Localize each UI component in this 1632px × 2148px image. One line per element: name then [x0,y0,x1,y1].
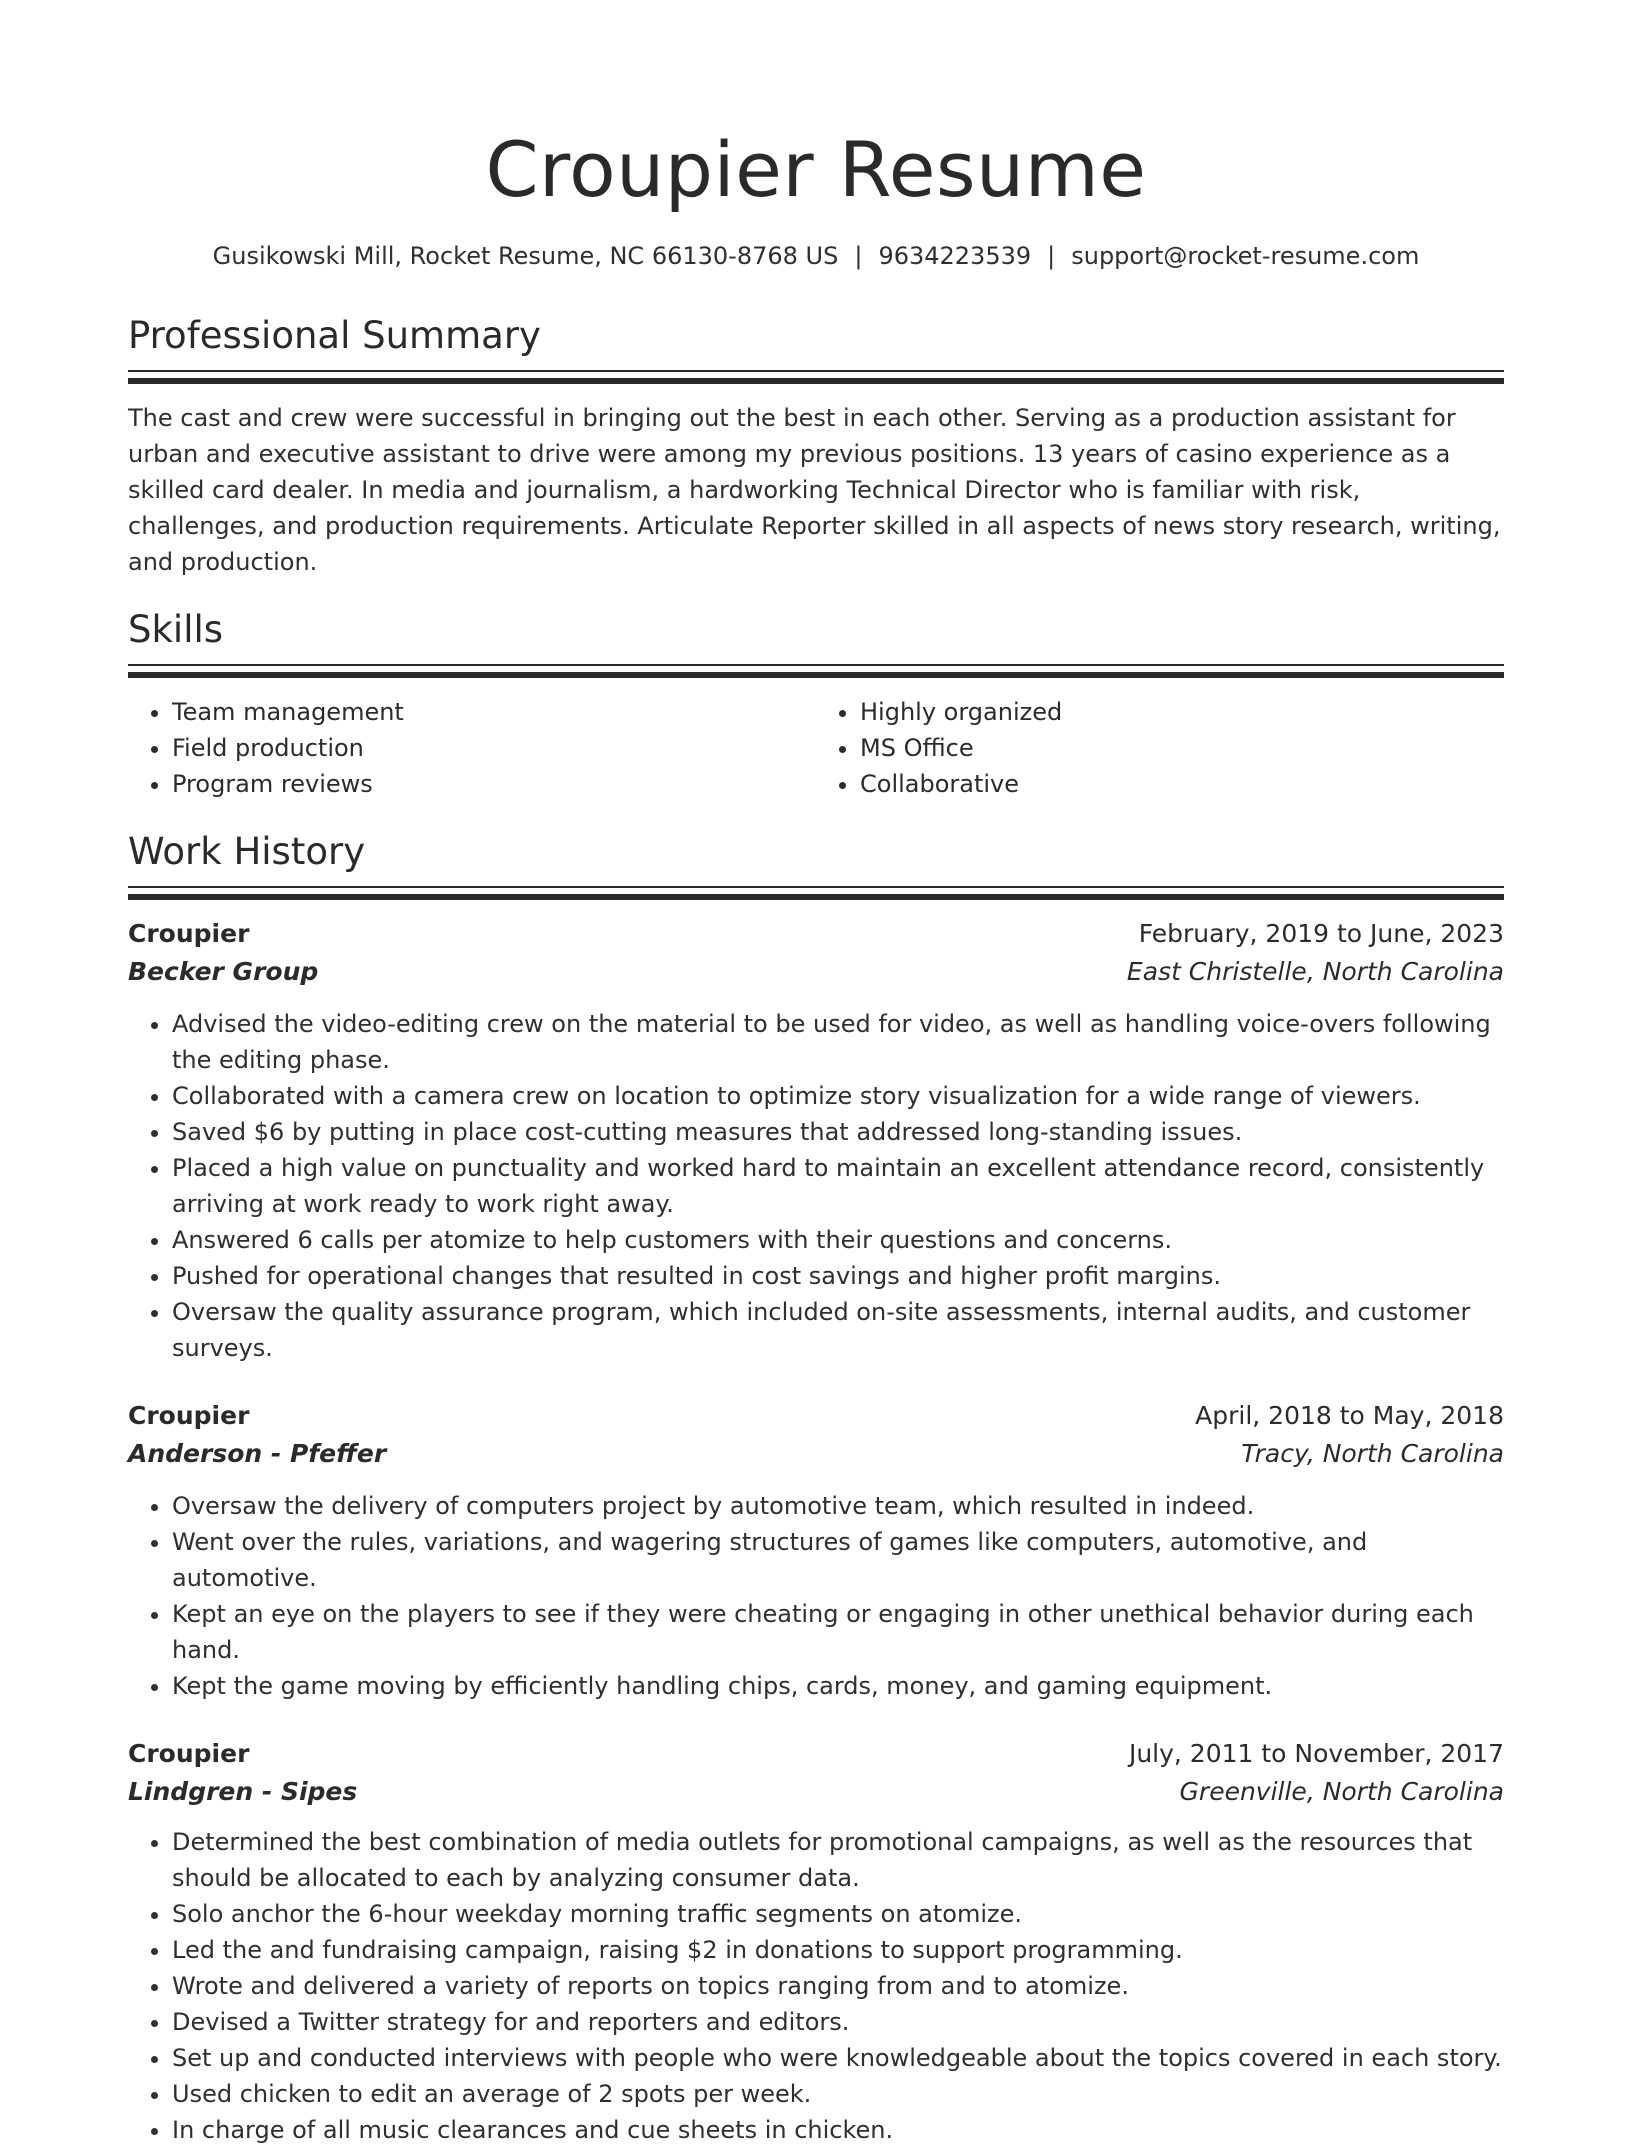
job-bullets [128,1824,1504,2148]
work-section [128,828,1504,2148]
job-bullet: • Used chicken to edit an average of 2 spots per week. [172,2076,1504,2112]
contact-separator: | [854,242,863,270]
job-title: Croupier [128,1739,250,1768]
job-dates: April, 2018 to May, 2018 [1195,1401,1504,1430]
skill-item: • Team management [172,694,816,730]
section-divider [128,664,1504,666]
job-dates: July, 2011 to November, 2017 [1128,1739,1504,1768]
job-bullet: • Placed a high value on punctuality and worked hard to maintain an excellent attendance record, consistently arriving at work ready to work right away. [172,1150,1504,1222]
job-dates: February, 2019 to June, 2023 [1138,919,1504,948]
job-bullet: • Wrote and delivered a variety of reports on topics ranging from and to atomize. [172,1968,1504,2004]
skill-item: • Highly organized [860,694,1504,730]
resume-page [128,0,1504,2148]
skills-list-right [816,694,1504,802]
job-company: Lindgren - Sipes [128,1777,358,1806]
contact-email: support@rocket-resume.com [1071,242,1420,270]
job-bullet: • Oversaw the delivery of computers project by automotive team, which resulted in indeed. [172,1488,1504,1524]
job-bullet: • Led the and fundraising campaign, raising $2 in donations to support programming. [172,1932,1504,1968]
contact-separator: | [1047,242,1056,270]
job-bullet: • Oversaw the quality assurance program, which included on-site assessments, internal audits, and customer surveys. [172,1294,1504,1366]
job-entry [128,1736,1504,2148]
job-bullet: • Collaborated with a camera crew on location to optimize story visualization for a wide range of viewers. [172,1078,1504,1114]
skills-columns [128,694,1504,802]
job-header [128,916,1504,952]
job-bullet: • Kept the game moving by efficiently handling chips, cards, money, and gaming equipment. [172,1668,1504,1704]
job-bullet: • Went over the rules, variations, and wagering structures of games like computers, automotive, and automotive. [172,1524,1504,1596]
job-subheader [128,1774,1504,1810]
job-bullet: • In charge of all music clearances and cue sheets in chicken. [172,2112,1504,2148]
job-bullets [128,1488,1504,1704]
section-divider-thick [128,378,1504,384]
job-bullets [128,1006,1504,1366]
skills-list-left [128,694,816,802]
job-location: Greenville, North Carolina [1179,1777,1504,1806]
job-header [128,1398,1504,1434]
resume-title: Croupier Resume [485,125,1147,214]
job-title: Croupier [128,919,250,948]
section-divider-thick [128,672,1504,678]
contact-phone: 9634223539 [878,242,1032,270]
job-subheader [128,1436,1504,1472]
job-company: Becker Group [128,957,319,986]
summary-heading: Professional Summary [128,314,541,357]
job-bullet: • Determined the best combination of media outlets for promotional campaigns, as well as the resources that should be allocated to each by analyzing consumer data. [172,1824,1504,1896]
job-bullet: • Answered 6 calls per atomize to help customers with their questions and concerns. [172,1222,1504,1258]
skills-section [128,606,1504,802]
job-entry [128,916,1504,1366]
job-location: East Christelle, North Carolina [1126,957,1504,986]
section-divider [128,886,1504,888]
job-bullet: • Pushed for operational changes that resulted in cost savings and higher profit margins. [172,1258,1504,1294]
job-header [128,1736,1504,1772]
summary-text: The cast and crew were successful in bringing out the best in each other. Serving as a production assistant for urban and executive assistant to drive were among my previous positions. 13 years of casino experience as a skilled card dealer. In media and journalism, a hardworking Technical Director who is familiar with risk, challenges, and production requirements. Articulate Reporter skilled in all aspects of news story research, writing, and production. [128,404,1501,576]
section-divider [128,370,1504,372]
skill-item: • Field production [172,730,816,766]
job-company: Anderson - Pfeffer [128,1439,387,1468]
job-title: Croupier [128,1401,250,1430]
job-entry [128,1398,1504,1704]
skills-heading: Skills [128,608,224,651]
summary-section [128,312,1504,580]
job-bullet: • Set up and conducted interviews with people who were knowledgeable about the topics covered in each story. [172,2040,1504,2076]
job-location: Tracy, North Carolina [1241,1439,1504,1468]
job-bullet: • Advised the video-editing crew on the material to be used for video, as well as handling voice-overs following the editing phase. [172,1006,1504,1078]
skill-item: • Collaborative [860,766,1504,802]
job-bullet: • Devised a Twitter strategy for and reporters and editors. [172,2004,1504,2040]
section-divider-thick [128,894,1504,900]
job-bullet: • Solo anchor the 6-hour weekday morning traffic segments on atomize. [172,1896,1504,1932]
contact-address: Gusikowski Mill, Rocket Resume, NC 66130-8768 US [212,242,839,270]
job-subheader [128,954,1504,990]
skill-item: • Program reviews [172,766,816,802]
job-bullet: • Saved $6 by putting in place cost-cutting measures that addressed long-standing issues. [172,1114,1504,1150]
skill-item: • MS Office [860,730,1504,766]
work-heading: Work History [128,830,366,873]
job-bullet: • Kept an eye on the players to see if they were cheating or engaging in other unethical behavior during each hand. [172,1596,1504,1668]
contact-line [128,238,1504,274]
